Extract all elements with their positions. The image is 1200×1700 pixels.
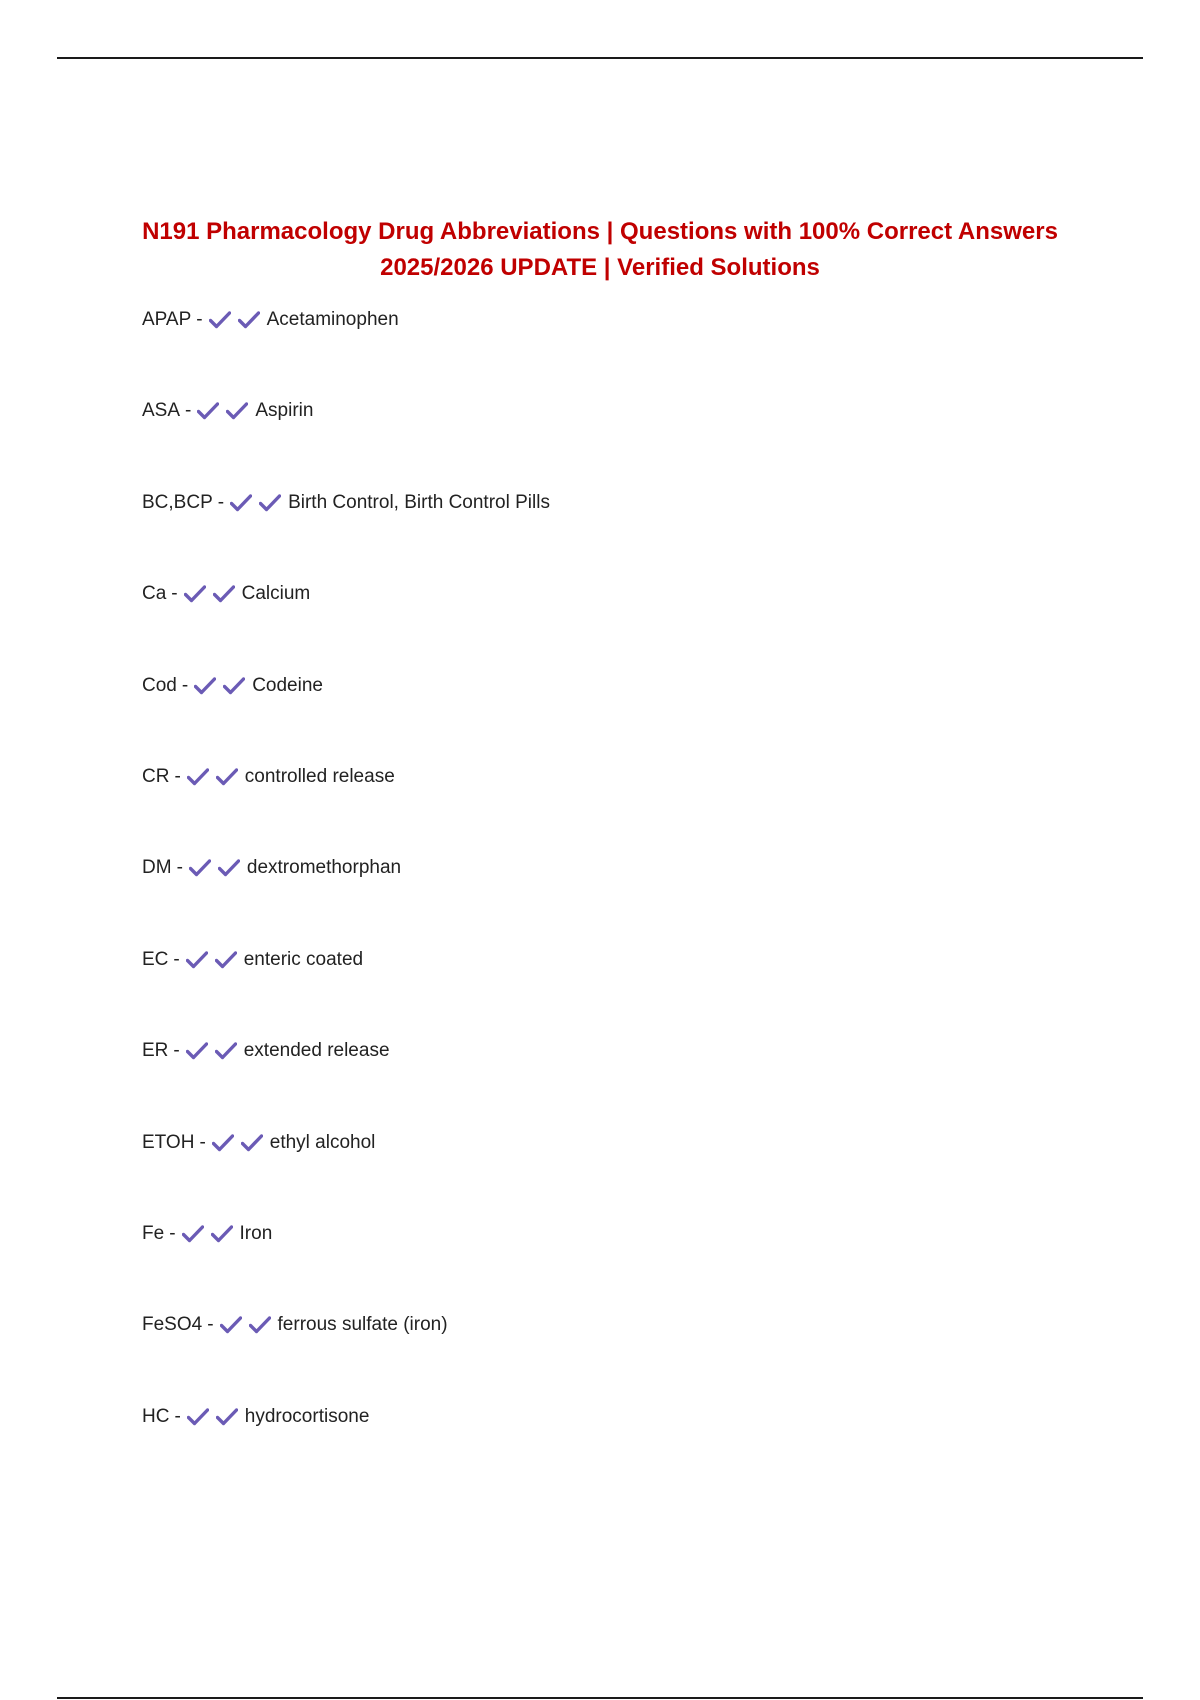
checkmark-icon	[197, 396, 221, 426]
document-title	[100, 214, 1100, 286]
checkmark-icon	[238, 305, 262, 335]
separator-dash: -	[173, 948, 180, 970]
abbreviation-answer: Iron	[239, 1222, 273, 1244]
separator-dash: -	[176, 857, 183, 879]
checkmark-icon	[211, 1219, 235, 1249]
checkmark-icon	[223, 671, 247, 701]
abbreviation-term: HC	[142, 1405, 170, 1427]
separator-dash: -	[171, 583, 178, 605]
title-line-2: 2025/2026 UPDATE | Verified Solutions	[380, 254, 820, 281]
abbreviation-answer: dextromethorphan	[246, 857, 402, 879]
list-item	[142, 945, 550, 1036]
abbreviation-term: Ca	[142, 583, 167, 605]
abbreviation-answer: Aspirin	[255, 400, 314, 422]
separator-dash: -	[169, 1222, 176, 1244]
abbreviation-term: BC,BCP	[142, 491, 213, 513]
list-item	[142, 1036, 550, 1127]
checkmark-icon	[182, 1219, 206, 1249]
list-item	[142, 305, 550, 396]
abbreviation-answer: ethyl alcohol	[269, 1131, 376, 1153]
checkmark-icon	[218, 853, 242, 883]
abbreviation-term: FeSO4	[142, 1314, 203, 1336]
list-item	[142, 762, 550, 853]
list-item	[142, 1219, 550, 1310]
list-item	[142, 1402, 550, 1493]
abbreviation-term: ER	[142, 1040, 169, 1062]
checkmark-icon	[230, 488, 254, 518]
list-item	[142, 853, 550, 944]
bottom-rule	[57, 1697, 1143, 1699]
abbreviation-answer: Acetaminophen	[266, 309, 399, 330]
separator-dash: -	[181, 674, 189, 696]
separator-dash: -	[185, 400, 192, 422]
abbreviation-answer: ferrous sulfate (iron)	[277, 1314, 448, 1336]
checkmark-icon	[186, 945, 210, 975]
separator-dash: -	[217, 491, 225, 513]
checkmark-icon	[209, 305, 233, 335]
list-item	[142, 396, 550, 487]
list-item	[142, 488, 550, 579]
list-item	[142, 1128, 550, 1219]
checkmark-icon	[187, 762, 211, 792]
list-item	[142, 671, 550, 762]
title-line-1: N191 Pharmacology Drug Abbreviations | Questions with 100% Correct Answers	[142, 218, 1058, 245]
checkmark-icon	[215, 1036, 239, 1066]
abbreviation-term: DM	[142, 857, 172, 879]
abbreviation-term: Fe	[142, 1222, 165, 1244]
abbreviation-answer: Codeine	[252, 674, 323, 696]
separator-dash: -	[174, 1405, 181, 1427]
abbreviation-answer: controlled release	[244, 765, 395, 787]
checkmark-icon	[187, 1402, 211, 1432]
abbreviation-term: APAP	[142, 309, 192, 330]
checkmark-icon	[212, 1128, 236, 1158]
abbreviation-term: CR	[142, 765, 170, 787]
checkmark-icon	[215, 945, 239, 975]
checkmark-icon	[226, 396, 250, 426]
checkmark-icon	[194, 671, 218, 701]
abbreviation-list	[142, 305, 550, 1493]
abbreviation-term: EC	[142, 948, 169, 970]
abbreviation-term: Cod	[142, 674, 177, 696]
checkmark-icon	[241, 1128, 265, 1158]
abbreviation-answer: Calcium	[241, 583, 311, 605]
checkmark-icon	[220, 1310, 244, 1340]
abbreviation-term: ASA	[142, 400, 181, 422]
separator-dash: -	[174, 765, 181, 787]
checkmark-icon	[249, 1310, 273, 1340]
checkmark-icon	[184, 579, 208, 609]
separator-dash: -	[207, 1314, 214, 1336]
abbreviation-answer: extended release	[243, 1040, 390, 1062]
checkmark-icon	[216, 762, 240, 792]
list-item	[142, 1310, 550, 1401]
top-rule	[57, 57, 1143, 59]
abbreviation-answer: Birth Control, Birth Control Pills	[288, 491, 550, 513]
abbreviation-answer: enteric coated	[243, 948, 364, 970]
separator-dash: -	[199, 1131, 206, 1153]
checkmark-icon	[216, 1402, 240, 1432]
checkmark-icon	[186, 1036, 210, 1066]
list-item	[142, 579, 550, 670]
abbreviation-answer: hydrocortisone	[244, 1405, 370, 1427]
abbreviation-term: ETOH	[142, 1131, 195, 1153]
checkmark-icon	[259, 488, 283, 518]
checkmark-icon	[213, 579, 237, 609]
checkmark-icon	[189, 853, 213, 883]
separator-dash: -	[173, 1040, 180, 1062]
separator-dash: -	[196, 309, 203, 330]
